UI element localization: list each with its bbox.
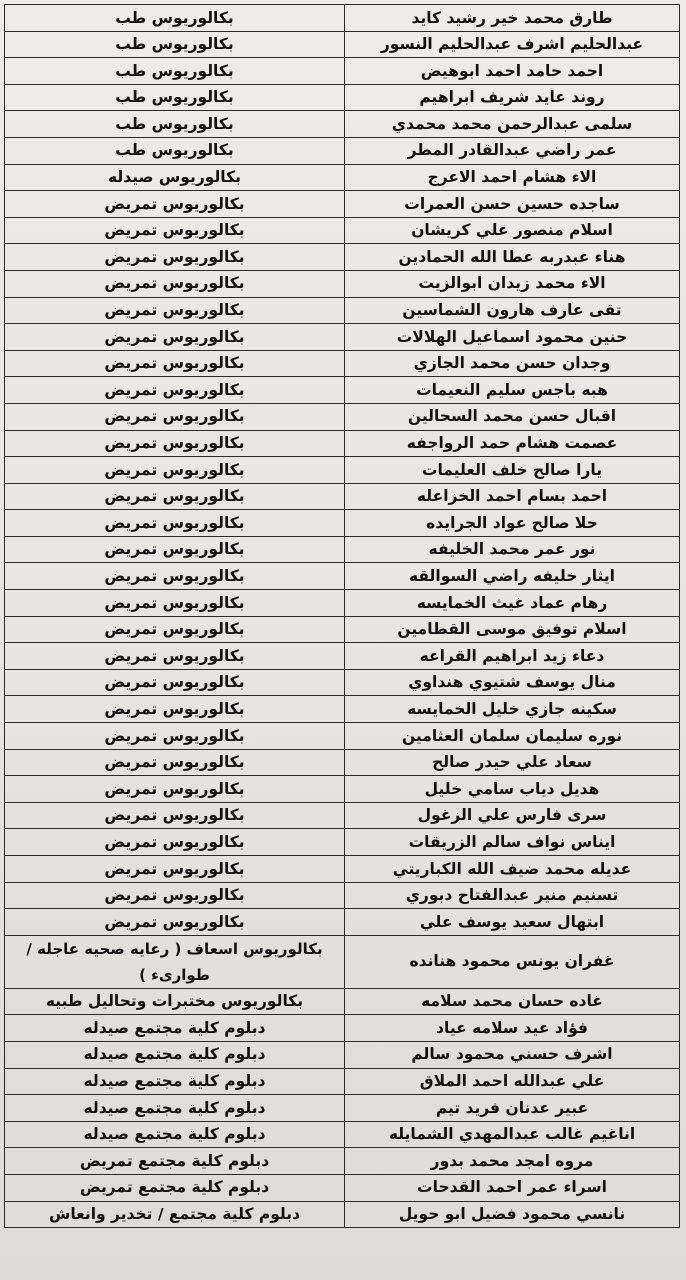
table-row (5, 802, 680, 829)
person-name-cell: حنين محمود اسماعيل الهلالات (345, 324, 680, 351)
person-name-cell: وجدان حسن محمد الجازي (345, 350, 680, 377)
degree-cell: بكالوريوس تمريض (5, 217, 345, 244)
person-name-cell: مروه امجد محمد بدور (345, 1148, 680, 1175)
degree-cell: بكالوريوس طب (5, 58, 345, 85)
degree-cell: بكالوريوس صيدله (5, 164, 345, 191)
degree-cell: بكالوريوس تمريض (5, 856, 345, 883)
degree-cell: بكالوريوس طب (5, 31, 345, 58)
degree-cell: بكالوريوس تمريض (5, 403, 345, 430)
person-name-cell: حلا صالح عواد الجرايده (345, 510, 680, 537)
person-name-cell: عمر راضي عبدالقادر المطر (345, 137, 680, 164)
table-row (5, 350, 680, 377)
table-row (5, 111, 680, 138)
person-name-cell: هناء عبدربه عطا الله الحمادين (345, 244, 680, 271)
degree-cell: بكالوريوس تمريض (5, 350, 345, 377)
table-row (5, 137, 680, 164)
degree-cell: دبلوم كلية مجتمع صيدله (5, 1015, 345, 1042)
table-row (5, 1068, 680, 1095)
degree-cell: بكالوريوس تمريض (5, 749, 345, 776)
table-row (5, 191, 680, 218)
table-row (5, 1174, 680, 1201)
degree-cell: بكالوريوس تمريض (5, 510, 345, 537)
table-row (5, 643, 680, 670)
person-name-cell: يارا صالح خلف العليمات (345, 457, 680, 484)
table-row (5, 1121, 680, 1148)
degree-cell: بكالوريوس طب (5, 5, 345, 32)
degree-cell: بكالوريوس تمريض (5, 270, 345, 297)
degree-cell: بكالوريوس تمريض (5, 563, 345, 590)
table-row (5, 164, 680, 191)
degree-cell: بكالوريوس تمريض (5, 802, 345, 829)
person-name-cell: نور عمر محمد الخليفه (345, 536, 680, 563)
degree-cell: بكالوريوس تمريض (5, 590, 345, 617)
table-row (5, 536, 680, 563)
person-name-cell: هديل دياب سامي خليل (345, 776, 680, 803)
degree-cell: بكالوريوس تمريض (5, 882, 345, 909)
person-name-cell: عبير عدنان فريد تيم (345, 1095, 680, 1122)
person-name-cell: تقى عارف هارون الشماسين (345, 297, 680, 324)
table-row (5, 5, 680, 32)
person-name-cell: اسراء عمر احمد القدحات (345, 1174, 680, 1201)
person-name-cell: اسلام توفيق موسى القطامين (345, 616, 680, 643)
person-name-cell: سرى فارس علي الزغول (345, 802, 680, 829)
table-row (5, 616, 680, 643)
table-row (5, 1201, 680, 1228)
table-row (5, 696, 680, 723)
person-name-cell: احمد حامد احمد ابوهيض (345, 58, 680, 85)
person-name-cell: رهام عماد غيث الخمايسه (345, 590, 680, 617)
degree-cell: دبلوم كلية مجتمع تمريض (5, 1148, 345, 1175)
table-row (5, 430, 680, 457)
degree-cell: بكالوريوس تمريض (5, 829, 345, 856)
person-name-cell: ساجده حسين حسن العمرات (345, 191, 680, 218)
table-row (5, 297, 680, 324)
table-row (5, 510, 680, 537)
table-row (5, 244, 680, 271)
table-row (5, 935, 680, 988)
degree-cell: بكالوريوس طب (5, 137, 345, 164)
degree-cell: بكالوريوس تمريض (5, 457, 345, 484)
person-name-cell: اناغيم غالب عبدالمهدي الشمايله (345, 1121, 680, 1148)
table-row (5, 31, 680, 58)
degree-cell: بكالوريوس تمريض (5, 776, 345, 803)
table-row (5, 270, 680, 297)
person-name-cell: الاء هشام احمد الاعرج (345, 164, 680, 191)
degree-cell: بكالوريوس تمريض (5, 377, 345, 404)
degree-cell: دبلوم كلية مجتمع / تخدير وانعاش (5, 1201, 345, 1228)
table-row (5, 1041, 680, 1068)
degree-cell: دبلوم كلية مجتمع تمريض (5, 1174, 345, 1201)
person-name-cell: اقبال حسن محمد السحالين (345, 403, 680, 430)
person-name-cell: سلمى عبدالرحمن محمد محمدي (345, 111, 680, 138)
table-row (5, 829, 680, 856)
degree-cell: بكالوريوس طب (5, 84, 345, 111)
person-name-cell: غفران يونس محمود هنانده (345, 935, 680, 988)
table-row (5, 483, 680, 510)
table-row (5, 988, 680, 1015)
person-name-cell: طارق محمد خير رشيد كايد (345, 5, 680, 32)
person-name-cell: روند عايد شريف ابراهيم (345, 84, 680, 111)
table-row (5, 403, 680, 430)
person-name-cell: سكينه جازي خليل الخمايسه (345, 696, 680, 723)
degree-cell: بكالوريوس مختبرات وتحاليل طبيه (5, 988, 345, 1015)
person-name-cell: سعاد علي حيدر صالح (345, 749, 680, 776)
table-row (5, 563, 680, 590)
degree-cell: بكالوريوس تمريض (5, 430, 345, 457)
degree-cell: بكالوريوس طب (5, 111, 345, 138)
person-name-cell: اسلام منصور علي كريشان (345, 217, 680, 244)
person-name-cell: دعاء زيد ابراهيم القراعه (345, 643, 680, 670)
table-row (5, 324, 680, 351)
person-name-cell: اشرف حسني محمود سالم (345, 1041, 680, 1068)
person-name-cell: منال يوسف شتيوي هنداوي (345, 669, 680, 696)
table-row (5, 58, 680, 85)
degree-cell: بكالوريوس تمريض (5, 297, 345, 324)
degree-cell: بكالوريوس تمريض (5, 723, 345, 750)
degree-cell: بكالوريوس تمريض (5, 616, 345, 643)
table-row (5, 590, 680, 617)
degree-cell: دبلوم كلية مجتمع صيدله (5, 1068, 345, 1095)
person-name-cell: تسنيم منير عبدالفتاح دبوري (345, 882, 680, 909)
table-row (5, 669, 680, 696)
person-name-cell: الاء محمد زيدان ابوالزيت (345, 270, 680, 297)
table-row (5, 457, 680, 484)
person-name-cell: عبدالحليم اشرف عبدالحليم النسور (345, 31, 680, 58)
table-row (5, 909, 680, 936)
person-name-cell: ايثار خليفه راضي السوالقه (345, 563, 680, 590)
table-row (5, 84, 680, 111)
degree-cell: بكالوريوس تمريض (5, 536, 345, 563)
table-row (5, 776, 680, 803)
names-table (4, 4, 680, 1228)
person-name-cell: نوره سليمان سلمان العثامين (345, 723, 680, 750)
degree-cell: بكالوريوس تمريض (5, 244, 345, 271)
person-name-cell: ايناس نواف سالم الزريقات (345, 829, 680, 856)
degree-cell: بكالوريوس تمريض (5, 909, 345, 936)
table-row (5, 1095, 680, 1122)
degree-cell: بكالوريوس تمريض (5, 324, 345, 351)
table-row (5, 217, 680, 244)
degree-cell: بكالوريوس تمريض (5, 191, 345, 218)
table-row (5, 856, 680, 883)
person-name-cell: عصمت هشام حمد الرواجفه (345, 430, 680, 457)
table-row (5, 882, 680, 909)
person-name-cell: احمد بسام احمد الخزاعله (345, 483, 680, 510)
person-name-cell: فؤاد عيد سلامه عياد (345, 1015, 680, 1042)
person-name-cell: علي عبدالله احمد الملاق (345, 1068, 680, 1095)
degree-cell: دبلوم كلية مجتمع صيدله (5, 1121, 345, 1148)
degree-cell: دبلوم كلية مجتمع صيدله (5, 1095, 345, 1122)
table-row (5, 1015, 680, 1042)
person-name-cell: عديله محمد ضيف الله الكباريتي (345, 856, 680, 883)
person-name-cell: نانسي محمود فضيل ابو حويل (345, 1201, 680, 1228)
table-row (5, 749, 680, 776)
degree-cell: بكالوريوس تمريض (5, 643, 345, 670)
degree-cell: بكالوريوس تمريض (5, 669, 345, 696)
degree-cell: دبلوم كلية مجتمع صيدله (5, 1041, 345, 1068)
table-row (5, 377, 680, 404)
degree-cell: بكالوريوس تمريض (5, 696, 345, 723)
person-name-cell: ابتهال سعيد يوسف علي (345, 909, 680, 936)
degree-cell: بكالوريوس تمريض (5, 483, 345, 510)
person-name-cell: هبه باجس سليم النعيمات (345, 377, 680, 404)
degree-cell: بكالوريوس اسعاف ( رعايه صحيه عاجله / طوارىء ) (5, 935, 345, 988)
person-name-cell: غاده حسان محمد سلامه (345, 988, 680, 1015)
table-row (5, 1148, 680, 1175)
names-table-body (5, 5, 680, 1228)
table-row (5, 723, 680, 750)
